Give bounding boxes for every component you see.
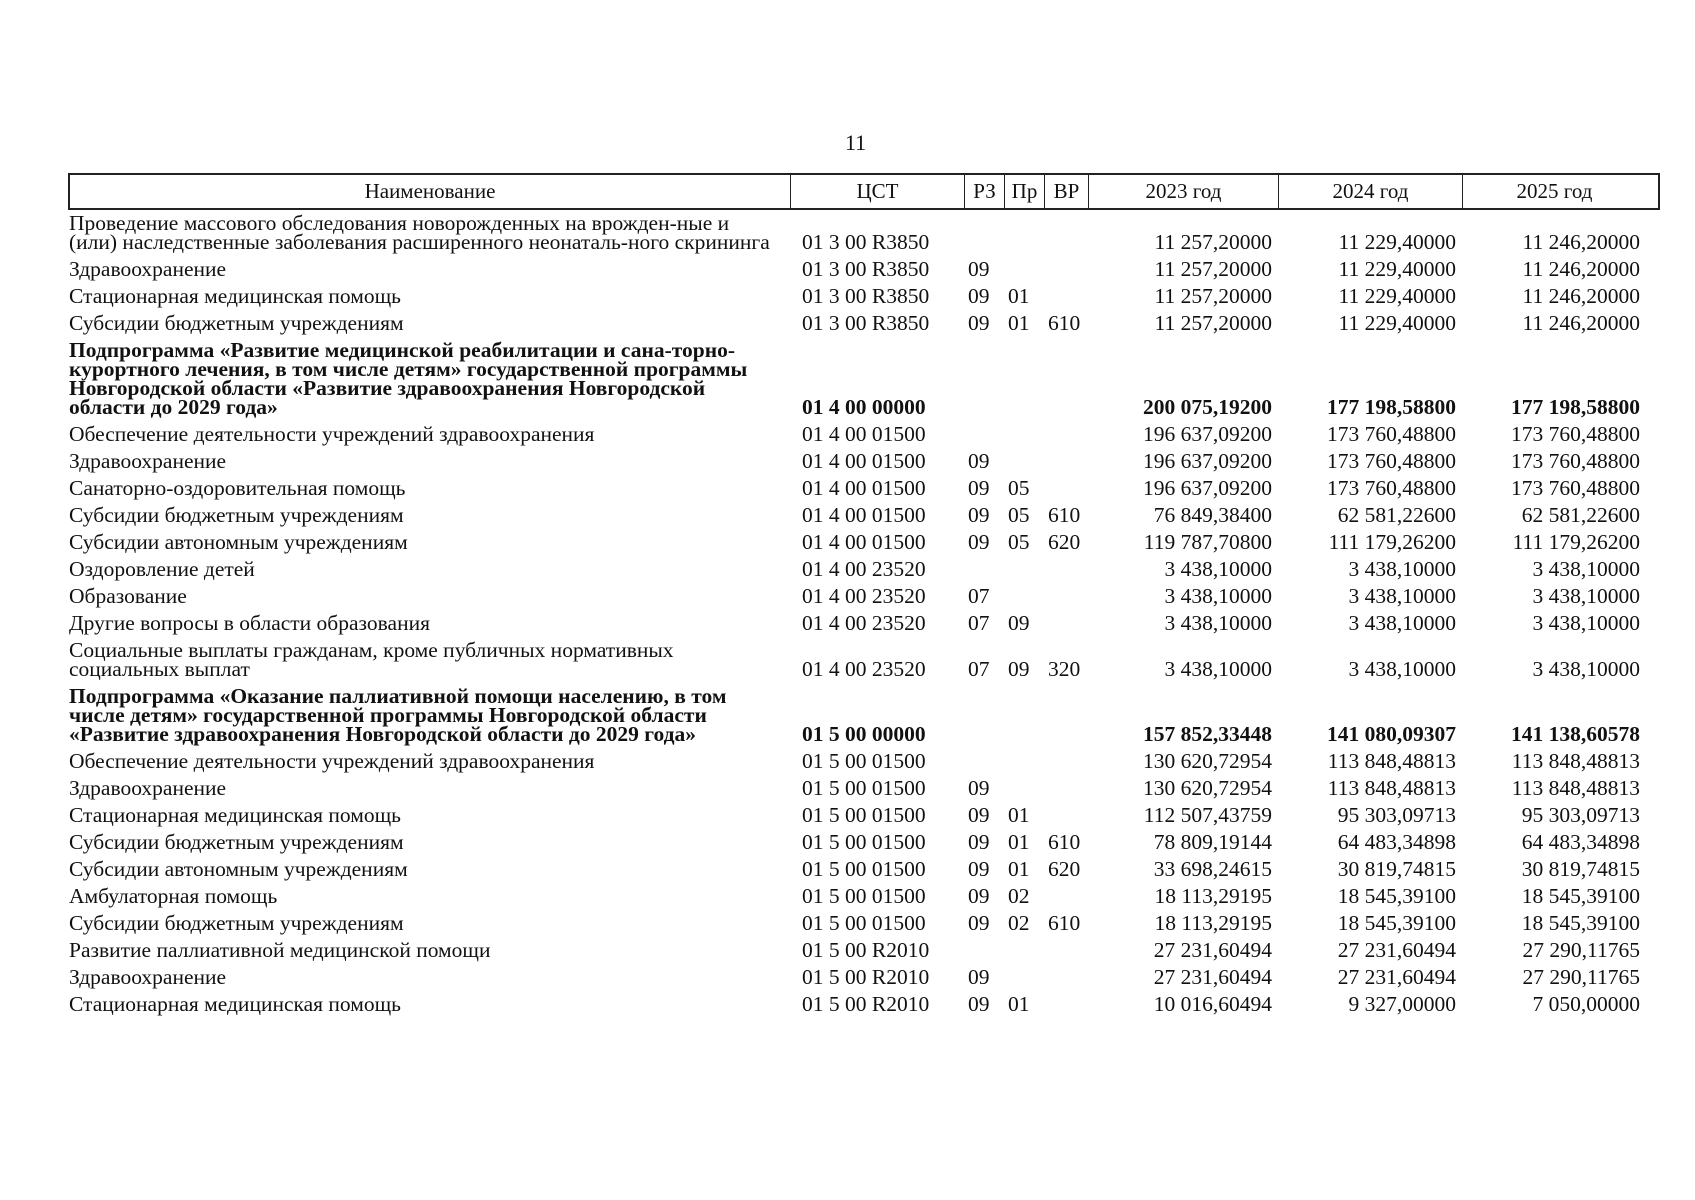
row-cst: 01 5 00 01500: [802, 857, 926, 881]
row-2023: 33 698,24615: [1153, 857, 1272, 881]
row-2023: 18 113,29195: [1154, 884, 1272, 908]
row-rz: 07: [968, 657, 990, 681]
row-cst: 01 4 00 23520: [802, 657, 926, 681]
row-rz: 09: [968, 284, 990, 308]
row-name: Субсидии бюджетным учреждениям: [69, 830, 404, 854]
table-row: [68, 529, 1660, 556]
table-row: [68, 883, 1660, 910]
row-name: Амбулаторная помощь: [69, 884, 278, 908]
row-cst: 01 5 00 00000: [802, 722, 926, 746]
row-2025: 173 760,48800: [1511, 422, 1640, 446]
table-row: [68, 937, 1660, 964]
row-cst: 01 5 00 R2010: [802, 938, 930, 962]
row-2024: 111 179,26200: [1328, 530, 1456, 554]
row-2024: 95 303,09713: [1337, 803, 1456, 827]
table-row: [68, 991, 1660, 1018]
table-row: [68, 856, 1660, 883]
table-row: [68, 637, 1660, 683]
row-2023: 196 637,09200: [1143, 476, 1272, 500]
row-name: Стационарная медицинская помощь: [69, 992, 401, 1016]
row-2023: 11 257,20000: [1154, 284, 1272, 308]
header-cst: ЦСТ: [790, 175, 964, 208]
row-2024: 173 760,48800: [1327, 422, 1456, 446]
row-2025: 18 545,39100: [1521, 911, 1640, 935]
row-2025: 113 848,48813: [1511, 776, 1640, 800]
row-name: Социальные выплаты гражданам, кроме публичных нормативных социальных выплат: [69, 638, 674, 681]
table-row: [68, 775, 1660, 802]
row-name: Субсидии автономным учреждениям: [69, 530, 408, 554]
row-cst: 01 3 00 R3850: [802, 257, 930, 281]
row-2023: 11 257,20000: [1154, 311, 1272, 335]
row-2023: 27 231,60494: [1153, 938, 1272, 962]
row-2025: 64 483,34898: [1521, 830, 1640, 854]
table-row: [68, 283, 1660, 310]
row-2024: 3 438,10000: [1348, 584, 1456, 608]
row-rz: 09: [968, 530, 990, 554]
row-2023: 119 787,70800: [1143, 530, 1272, 554]
row-name: Обеспечение деятельности учреждений здравоохранения: [69, 422, 595, 446]
row-pr: 05: [1008, 530, 1030, 554]
table-row: [68, 610, 1660, 637]
row-cst: 01 5 00 01500: [802, 911, 926, 935]
row-rz: 09: [968, 884, 990, 908]
row-cst: 01 5 00 01500: [802, 830, 926, 854]
row-cst: 01 5 00 01500: [802, 776, 926, 800]
row-cst: 01 4 00 01500: [802, 530, 926, 554]
row-cst: 01 4 00 01500: [802, 422, 926, 446]
row-name: Субсидии бюджетным учреждениям: [69, 911, 404, 935]
row-2025: 3 438,10000: [1532, 611, 1640, 635]
table-row: [68, 964, 1660, 991]
row-rz: 07: [968, 611, 990, 635]
row-2023: 157 852,33448: [1143, 722, 1272, 746]
row-vr: 620: [1048, 530, 1081, 554]
row-2024: 30 819,74815: [1337, 857, 1456, 881]
row-name: Образование: [69, 584, 187, 608]
table-row: [68, 448, 1660, 475]
row-2023: 11 257,20000: [1154, 230, 1272, 254]
header-vr: ВР: [1044, 175, 1088, 208]
row-pr: 09: [1008, 611, 1030, 635]
row-2025: 111 179,26200: [1512, 530, 1640, 554]
row-rz: 09: [968, 449, 990, 473]
row-rz: 09: [968, 830, 990, 854]
table-row: [68, 583, 1660, 610]
row-2023: 3 438,10000: [1164, 557, 1272, 581]
row-name: Здравоохранение: [69, 449, 227, 473]
row-pr: 01: [1008, 284, 1030, 308]
header-2025: 2025 год: [1462, 175, 1646, 208]
row-vr: 620: [1048, 857, 1081, 881]
row-2023: 130 620,72954: [1143, 776, 1272, 800]
row-name: Субсидии бюджетным учреждениям: [69, 503, 404, 527]
row-name: Развитие паллиативной медицинской помощи: [69, 938, 491, 962]
row-cst: 01 3 00 R3850: [802, 230, 930, 254]
row-rz: 09: [968, 803, 990, 827]
table-row: [68, 256, 1660, 283]
row-2024: 11 229,40000: [1338, 230, 1456, 254]
table-header: [68, 173, 1660, 210]
row-2025: 62 581,22600: [1521, 503, 1640, 527]
header-name: Наименование: [364, 179, 496, 203]
row-2023: 3 438,10000: [1164, 657, 1272, 681]
row-2025: 95 303,09713: [1521, 803, 1640, 827]
row-2024: 173 760,48800: [1327, 476, 1456, 500]
row-2025: 3 438,10000: [1532, 584, 1640, 608]
row-vr: 610: [1048, 911, 1081, 935]
row-name: Обеспечение деятельности учреждений здравоохранения: [69, 749, 595, 773]
row-2024: 62 581,22600: [1337, 503, 1456, 527]
row-cst: 01 4 00 23520: [802, 584, 926, 608]
row-2024: 18 545,39100: [1337, 911, 1456, 935]
table-row: [68, 556, 1660, 583]
table-row: [68, 829, 1660, 856]
budget-table: [68, 173, 1660, 1018]
row-2024: 113 848,48813: [1327, 776, 1456, 800]
row-2025: 11 246,20000: [1522, 311, 1640, 335]
table-row: [68, 475, 1660, 502]
row-cst: 01 5 00 01500: [802, 884, 926, 908]
row-2025: 27 290,11765: [1522, 938, 1640, 962]
page-number: 11: [845, 130, 867, 155]
row-2024: 3 438,10000: [1348, 611, 1456, 635]
table-row: [68, 683, 1660, 748]
row-rz: 09: [968, 503, 990, 527]
row-2025: 30 819,74815: [1521, 857, 1640, 881]
row-name: Проведение массового обследования новорожденных на врожден-ные и (или) наследственные заболевания расширенного неонаталь-ного скрининга: [69, 211, 770, 254]
row-rz: 09: [968, 992, 990, 1016]
table-row: [68, 748, 1660, 775]
row-cst: 01 4 00 01500: [802, 449, 926, 473]
row-cst: 01 5 00 R2010: [802, 992, 930, 1016]
row-name: Подпрограмма «Развитие медицинской реабилитации и сана-торно-курортного лечения, в том числе детям» государственной программы Новгородской области «Развитие здравоохранения Новгородской области до 2029 года»: [69, 338, 748, 419]
row-2024: 64 483,34898: [1337, 830, 1456, 854]
row-name: Здравоохранение: [69, 257, 227, 281]
row-2025: 3 438,10000: [1532, 557, 1640, 581]
row-2025: 113 848,48813: [1511, 749, 1640, 773]
row-pr: 05: [1008, 476, 1030, 500]
row-2025: 177 198,58800: [1511, 395, 1640, 419]
header-rz: РЗ: [964, 175, 1004, 208]
row-cst: 01 4 00 23520: [802, 557, 926, 581]
row-cst: 01 5 00 R2010: [802, 965, 930, 989]
row-cst: 01 5 00 01500: [802, 749, 926, 773]
row-cst: 01 4 00 01500: [802, 476, 926, 500]
row-rz: 07: [968, 584, 990, 608]
row-cst: 01 3 00 R3850: [802, 284, 930, 308]
row-cst: 01 4 00 23520: [802, 611, 926, 635]
row-rz: 09: [968, 965, 990, 989]
row-name: Санаторно-оздоровительная помощь: [69, 476, 406, 500]
row-2025: 3 438,10000: [1532, 657, 1640, 681]
row-vr: 610: [1048, 503, 1081, 527]
table-row: [68, 502, 1660, 529]
row-vr: 610: [1048, 830, 1081, 854]
row-2025: 27 290,11765: [1522, 965, 1640, 989]
row-pr: 01: [1008, 992, 1030, 1016]
row-2023: 18 113,29195: [1154, 911, 1272, 935]
table-body: [68, 210, 1660, 1018]
row-2025: 173 760,48800: [1511, 476, 1640, 500]
row-vr: 610: [1048, 311, 1081, 335]
table-row: [68, 310, 1660, 337]
row-2024: 11 229,40000: [1338, 284, 1456, 308]
row-2023: 200 075,19200: [1143, 395, 1272, 419]
row-vr: 320: [1048, 657, 1081, 681]
row-2025: 11 246,20000: [1522, 230, 1640, 254]
row-cst: 01 4 00 00000: [802, 395, 926, 419]
row-2024: 3 438,10000: [1348, 657, 1456, 681]
row-2023: 112 507,43759: [1143, 803, 1272, 827]
row-2025: 173 760,48800: [1511, 449, 1640, 473]
row-2023: 3 438,10000: [1164, 584, 1272, 608]
row-rz: 09: [968, 311, 990, 335]
row-2023: 196 637,09200: [1143, 422, 1272, 446]
header-pr: Пр: [1004, 175, 1044, 208]
row-2024: 173 760,48800: [1327, 449, 1456, 473]
table-row: [68, 421, 1660, 448]
row-2024: 9 327,00000: [1348, 992, 1456, 1016]
row-2023: 10 016,60494: [1153, 992, 1272, 1016]
row-2025: 7 050,00000: [1532, 992, 1640, 1016]
row-2024: 177 198,58800: [1327, 395, 1456, 419]
row-rz: 09: [968, 776, 990, 800]
row-rz: 09: [968, 476, 990, 500]
row-name: Подпрограмма «Оказание паллиативной помощи населению, в том числе детям» государственной программы Новгородской области «Развитие здравоохранения Новгородской области до 2029 года»: [69, 684, 727, 746]
row-pr: 05: [1008, 503, 1030, 527]
row-cst: 01 5 00 01500: [802, 803, 926, 827]
row-name: Стационарная медицинская помощь: [69, 284, 401, 308]
row-2024: 27 231,60494: [1337, 938, 1456, 962]
row-name: Субсидии бюджетным учреждениям: [69, 311, 404, 335]
row-2023: 11 257,20000: [1154, 257, 1272, 281]
row-pr: 09: [1008, 657, 1030, 681]
row-2025: 141 138,60578: [1511, 722, 1640, 746]
row-2024: 141 080,09307: [1327, 722, 1456, 746]
row-name: Оздоровление детей: [69, 557, 255, 581]
row-2024: 27 231,60494: [1337, 965, 1456, 989]
row-rz: 09: [968, 911, 990, 935]
table-row: [68, 910, 1660, 937]
row-2023: 78 809,19144: [1153, 830, 1272, 854]
row-2025: 11 246,20000: [1522, 284, 1640, 308]
row-2025: 18 545,39100: [1521, 884, 1640, 908]
row-2023: 76 849,38400: [1153, 503, 1272, 527]
row-2025: 11 246,20000: [1522, 257, 1640, 281]
header-2024: 2024 год: [1278, 175, 1462, 208]
row-name: Субсидии автономным учреждениям: [69, 857, 408, 881]
row-2023: 27 231,60494: [1153, 965, 1272, 989]
row-pr: 01: [1008, 803, 1030, 827]
row-2023: 196 637,09200: [1143, 449, 1272, 473]
row-rz: 09: [968, 857, 990, 881]
row-cst: 01 3 00 R3850: [802, 311, 930, 335]
row-pr: 01: [1008, 830, 1030, 854]
row-pr: 02: [1008, 911, 1030, 935]
row-pr: 01: [1008, 857, 1030, 881]
header-2023: 2023 год: [1088, 175, 1278, 208]
row-2024: 11 229,40000: [1338, 257, 1456, 281]
row-2024: 113 848,48813: [1327, 749, 1456, 773]
row-2024: 3 438,10000: [1348, 557, 1456, 581]
table-row: [68, 210, 1660, 256]
row-name: Здравоохранение: [69, 776, 227, 800]
row-2024: 11 229,40000: [1338, 311, 1456, 335]
table-row: [68, 337, 1660, 421]
row-name: Стационарная медицинская помощь: [69, 803, 401, 827]
row-2023: 130 620,72954: [1143, 749, 1272, 773]
row-name: Здравоохранение: [69, 965, 227, 989]
row-rz: 09: [968, 257, 990, 281]
row-pr: 02: [1008, 884, 1030, 908]
table-row: [68, 802, 1660, 829]
row-cst: 01 4 00 01500: [802, 503, 926, 527]
row-name: Другие вопросы в области образования: [69, 611, 430, 635]
row-2023: 3 438,10000: [1164, 611, 1272, 635]
row-pr: 01: [1008, 311, 1030, 335]
row-2024: 18 545,39100: [1337, 884, 1456, 908]
